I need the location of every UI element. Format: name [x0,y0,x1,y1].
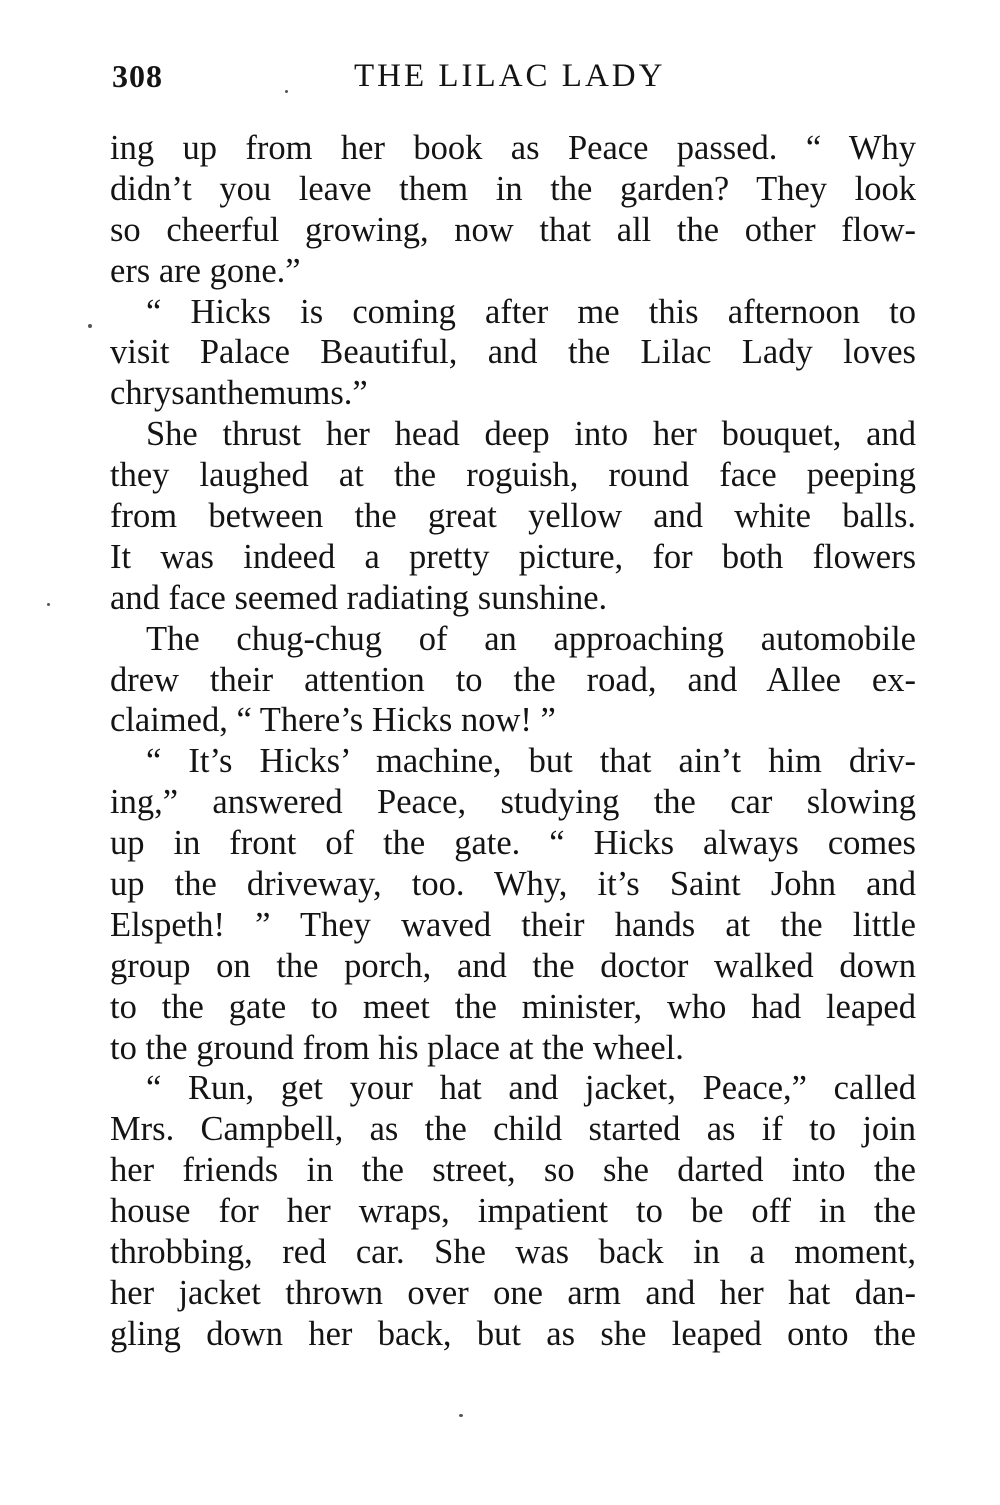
text-line: they laughed at the roguish, round face peeping [110,456,916,495]
text-line: The chug-chug of an approaching automobile [146,619,916,658]
text-line: claimed, “ There’s Hicks now! ” [110,701,556,740]
text-line: her jacket thrown over one arm and her hat dan- [110,1273,916,1312]
text-line: to the gate to meet the minister, who had leaped [110,987,916,1026]
text-line: drew their attention to the road, and Allee ex- [110,660,916,699]
text-line: house for her wraps, impatient to be off in the [110,1192,916,1231]
text-line: Elspeth! ” They waved their hands at the little [110,905,916,944]
text-line: gling down her back, but as she leaped onto the [110,1314,916,1353]
text-line: so cheerful growing, now that all the other flow- [110,210,916,249]
scan-speck [47,603,50,606]
running-head: THE LILAC LADY [354,58,666,94]
text-line: from between the great yellow and white balls. [110,497,916,536]
text-line: up the driveway, too. Why, it’s Saint John and [110,865,916,904]
text-line: “ Run, get your hat and jacket, Peace,” called [146,1069,916,1108]
text-line: “ Hicks is coming after me this afternoon to [146,292,916,331]
text-line: and face seemed radiating sunshine. [110,578,608,617]
text-line: She thrust her head deep into her bouquet, and [146,415,916,454]
text-line: group on the porch, and the doctor walked down [110,946,916,985]
body-text [110,128,916,1355]
scan-speck [459,1414,463,1417]
text-line: “ It’s Hicks’ machine, but that ain’t him driv- [146,742,916,781]
text-line: throbbing, red car. She was back in a moment, [110,1233,916,1272]
page-number: 308 [112,58,163,94]
text-line: ing,” answered Peace, studying the car slowing [110,783,916,822]
scan-speck [88,324,92,328]
text-line: didn’t you leave them in the garden? They look [110,169,916,208]
scan-speck [285,90,288,93]
text-line: visit Palace Beautiful, and the Lilac Lady loves [110,333,916,372]
text-line: chrysanthemums.” [110,374,368,413]
text-line: her friends in the street, so she darted into the [110,1151,916,1190]
text-line: Mrs. Campbell, as the child started as if to join [110,1110,916,1149]
page-header [112,58,912,98]
text-line: to the ground from his place at the wheel. [110,1028,684,1067]
text-line: up in front of the gate. “ Hicks always comes [110,824,916,863]
text-line: ers are gone.” [110,251,301,290]
text-line: ing up from her book as Peace passed. “ Why [110,129,916,167]
text-line: It was indeed a pretty picture, for both flowers [110,537,916,576]
